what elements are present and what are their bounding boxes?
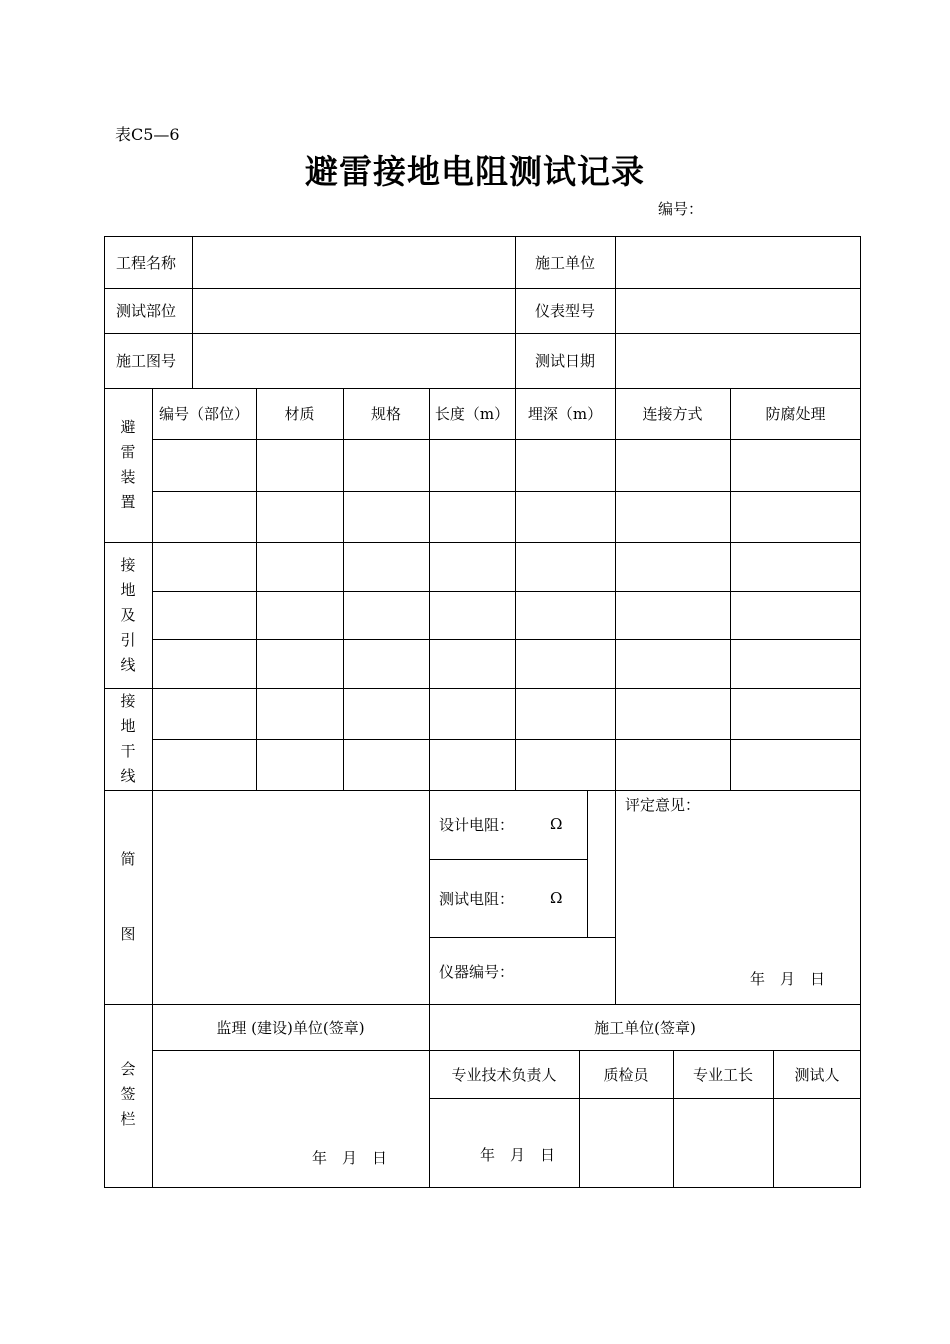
label-project-name: 工程名称 <box>116 253 177 272</box>
test-location-field[interactable] <box>192 288 515 333</box>
construction-unit-field[interactable] <box>615 236 861 288</box>
design-resistance-unit: Ω <box>550 815 563 833</box>
serial-label: 编号： <box>658 200 704 218</box>
signoff-label: 会 签 栏 <box>120 1060 136 1128</box>
label-test-date: 测试日期 <box>534 352 595 370</box>
drawing-no-field[interactable] <box>192 333 515 388</box>
group-label-grounding: 接 地 及 引 线 <box>120 556 136 674</box>
tech-lead-header: 专业技术负责人 <box>451 1065 557 1084</box>
test-resistance-label: 测试电阻： <box>439 889 515 908</box>
col-header-connection: 连接方式 <box>642 405 703 423</box>
label-construction-unit: 施工单位 <box>534 253 595 272</box>
group-label-lightning: 避 雷 装 置 <box>120 418 136 511</box>
construction-unit-header: 施工单位(签章) <box>594 1018 696 1037</box>
col-header-material: 材质 <box>284 405 315 423</box>
inspector-header: 质检员 <box>603 1065 649 1084</box>
tech-lead-sign-date: 年 月 日 <box>480 1145 556 1164</box>
label-drawing-no: 施工图号 <box>116 352 177 370</box>
col-header-number: 编号（部位） <box>158 405 249 423</box>
project-name-field[interactable] <box>192 236 515 288</box>
instrument-no-label: 仪器编号： <box>439 962 515 981</box>
tester-header: 测试人 <box>794 1065 840 1084</box>
evaluation-label: 评定意见： <box>625 795 701 814</box>
page-title: 避雷接地电阻测试记录 <box>305 152 645 191</box>
col-header-anticorrosion: 防腐处理 <box>765 405 826 423</box>
supervision-unit-header: 监理 (建设)单位(签章) <box>216 1018 365 1037</box>
test-resistance-unit: Ω <box>550 889 563 907</box>
instrument-model-field[interactable] <box>615 288 861 333</box>
test-date-field[interactable] <box>615 333 861 388</box>
col-header-spec: 规格 <box>370 405 401 423</box>
test-record-table <box>104 236 861 1188</box>
foreman-header: 专业工长 <box>692 1065 753 1084</box>
design-resistance-label: 设计电阻： <box>439 815 515 834</box>
supervision-sign-date: 年 月 日 <box>312 1148 388 1167</box>
diagram-area[interactable] <box>152 790 429 1004</box>
group-label-trunk: 接 地 干 线 <box>120 692 136 785</box>
label-instrument-model: 仪表型号 <box>534 302 595 320</box>
label-test-location: 测试部位 <box>116 302 177 320</box>
diagram-label: 简 图 <box>120 850 136 943</box>
col-header-depth: 埋深（m） <box>527 405 603 423</box>
form-code: 表C5—6 <box>115 125 180 144</box>
col-header-length: 长度（m） <box>434 405 510 423</box>
evaluation-date: 年 月 日 <box>750 969 826 988</box>
